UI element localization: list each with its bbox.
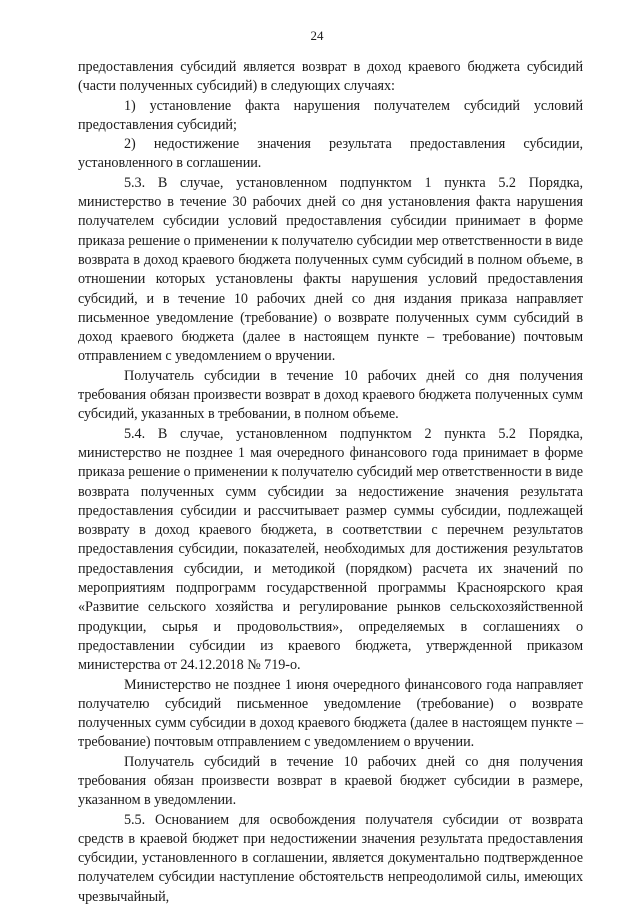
paragraph-continuation: предоставления субсидий является возврат в доход краевого бюджета субсидий (части полученных субсидий) в следующих случаях: <box>78 59 583 95</box>
paragraph-5-4-notice: Министерство не позднее 1 июня очередного финансового года направляет получателю субсидий письменное уведомление (требование) о возврате полученных сумм субсидии в доход краевого бюджета (далее в настоящем пункте – требование) почтовым отправлением с уведомлением о вручении. <box>78 676 583 751</box>
paragraph-5-4-return: Получатель субсидий в течение 10 рабочих дней со дня получения требования обязан произвести возврат в краевой бюджет субсидии в размере, указанном в уведомлении. <box>78 753 583 809</box>
paragraph-5-4: 5.4. В случае, установленном подпунктом 2 пункта 5.2 Порядка, министерство не позднее 1 мая очередного финансового года принимает в форме приказа решение о применении к получателю субсидий мер ответственности в виде возврата полученных сумм субсидии за недостижение значения результата предоставления субсидии и рассчитывает размер суммы субсидии, подлежащей возврату в доход краевого бюджета, в соответствии с перечнем результатов предоставления субсидии, показателей, необходимых для достижения результатов предоставления субсидии, и методикой (порядком) расчета их значений по мероприятиям подпрограмм государственной программы Красноярского края «Развитие сельского хозяйства и регулирование рынков сельскохозяйственной продукции, сырья и продовольствия», определяемых в соглашениях о предоставлении субсидии из краевого бюджета, утвержденной приказом министерства от 24.12.2018 № 719-о. <box>78 425 583 674</box>
document-body <box>78 58 583 907</box>
paragraph-5-5: 5.5. Основанием для освобождения получателя субсидии от возврата средств в краевой бюджет при недостижении значения результата предоставления субсидии, установленного в соглашении, является документально подтвержденное получателем субсидии наступление обстоятельств непреодолимой силы, имеющих чрезвычайный, <box>78 811 583 905</box>
paragraph-5-3: 5.3. В случае, установленном подпунктом 1 пункта 5.2 Порядка, министерство в течение 30 рабочих дней со дня установления факта нарушения получателем субсидии условий предоставления субсидии принимает в форме приказа решение о применении к получателю субсидии мер ответственности в виде возврата в доход краевого бюджета полученных сумм субсидий в полном объеме, в отношении которых установлены факты нарушения условий предоставления субсидий, и в течение 10 рабочих дней со дня издания приказа направляет письменное уведомление (требование) о возврате полученных сумм субсидий в доход краевого бюджета (далее в настоящем пункте – требование) почтовым отправлением с уведомлением о вручении. <box>78 174 583 365</box>
paragraph-list-item-2: 2) недостижение значения результата предоставления субсидии, установленного в соглашении. <box>78 136 583 172</box>
paragraph-list-item-1: 1) установление факта нарушения получателем субсидий условий предоставления субсидий; <box>78 97 583 133</box>
page-number: 24 <box>310 28 324 43</box>
paragraph-5-3-return: Получатель субсидии в течение 10 рабочих дней со дня получения требования обязан произвести возврат в доход краевого бюджета полученных сумм субсидий, указанных в требовании, в полном объеме. <box>78 367 583 423</box>
